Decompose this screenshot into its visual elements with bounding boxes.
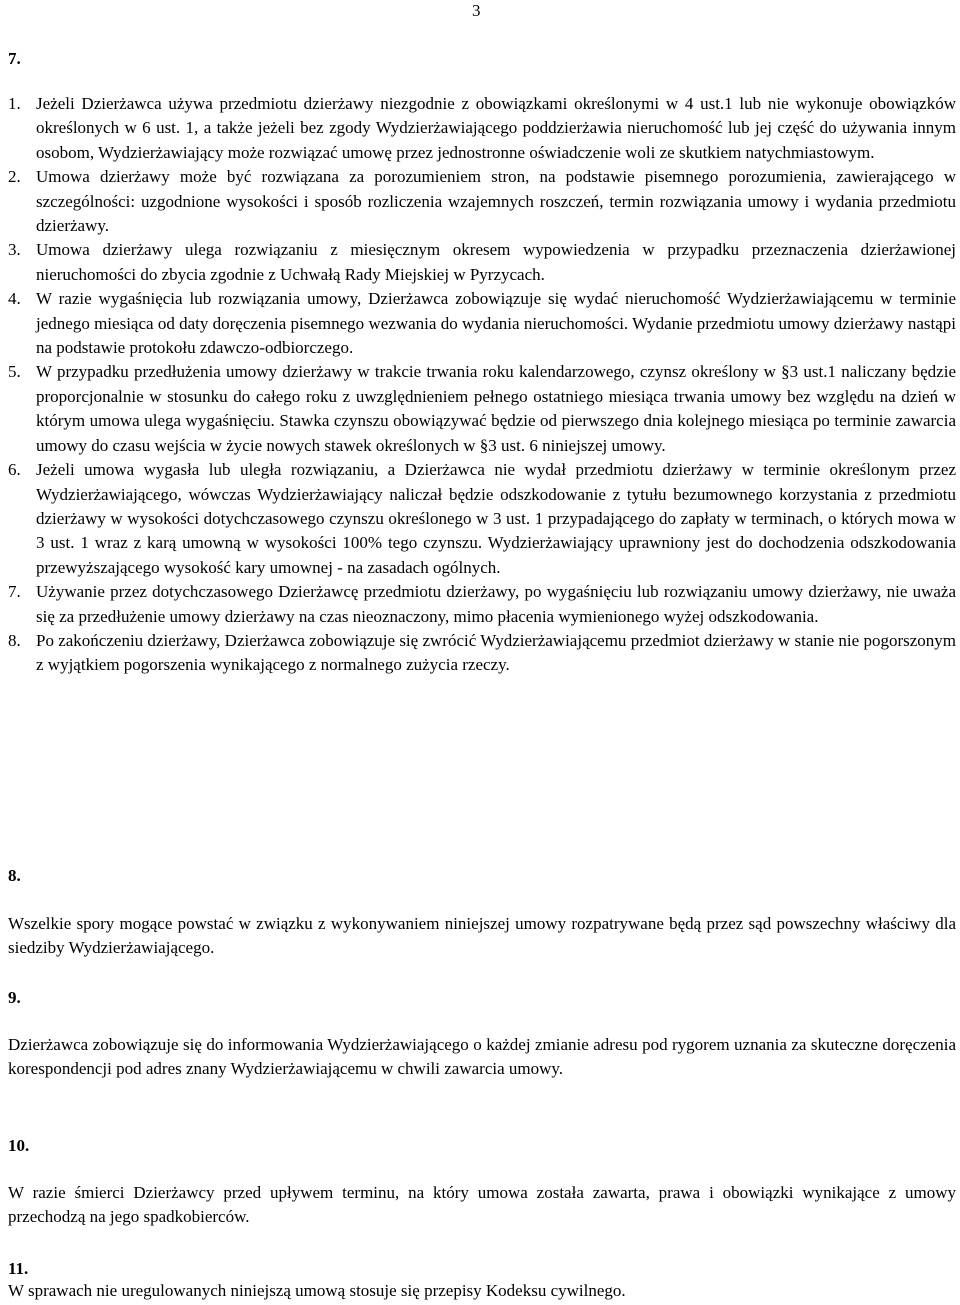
item-text: Używanie przez dotychczasowego Dzierżawcę przedmiotu dzierżawy, po wygaśnięciu lub rozwiązaniu umowy dzierżawy, nie uważa się za przedłużenie umowy dzierżawy na czas nieoznaczony, mimo płacenia wymienionego wyżej odszkodowania. xyxy=(36,582,956,626)
section-8-text: Wszelkie spory mogące powstać w związku z wykonywaniem niniejszej umowy rozpatrywane będą przez sąd powszechny właściwy dla siedziby Wydzierżawiającego. xyxy=(8,914,956,958)
section-7-heading: 7. xyxy=(8,49,21,68)
section-10-text: W razie śmierci Dzierżawcy przed upływem terminu, na który umowa została zawarta, prawa i obowiązki wynikające z umowy przechodzą na jego spadkobierców. xyxy=(8,1183,956,1227)
list-item xyxy=(8,458,956,580)
item-text: W przypadku przedłużenia umowy dzierżawy w trakcie trwania roku kalendarzowego, czynsz określony w §3 ust.1 naliczany będzie proporcjonalnie w stosunku do całego roku z uwzględnieniem pełnego ostatniego miesiąca trwania umowy bez względu na dzień w którym umowa ulega wygaśnięciu. Stawka czynszu obowiązywać będzie od pierwszego dnia kolejnego miesiąca po terminie zawarcia umowy do czasu wejścia w życie nowych stawek określonych w §3 ust. 6 niniejszej umowy. xyxy=(36,362,956,455)
item-text: Umowa dzierżawy może być rozwiązana za porozumieniem stron, na podstawie pisemnego porozumienia, zawierającego w szczególności: uzgodnione wysokości i sposób rozliczenia wzajemnych roszczeń, termin rozwiązania umowy i wydania przedmiotu dzierżawy. xyxy=(36,167,956,236)
section-7-list xyxy=(8,92,956,678)
item-text: Umowa dzierżawy ulega rozwiązaniu z miesięcznym okresem wypowiedzenia w przypadku przeznaczenia dzierżawionej nieruchomości do zbycia zgodnie z Uchwałą Rady Miejskiej w Pyrzycach. xyxy=(36,240,956,284)
list-item xyxy=(8,165,956,238)
item-number: 6. xyxy=(8,460,21,480)
page-number: 3 xyxy=(472,1,481,20)
item-number: 3. xyxy=(8,240,21,260)
item-number: 7. xyxy=(8,582,21,602)
item-text: Po zakończeniu dzierżawy, Dzierżawca zobowiązuje się zwrócić Wydzierżawiającemu przedmiot dzierżawy w stanie nie pogorszonym z wyjątkiem pogorszenia wynikającego z normalnego zużycia rzeczy. xyxy=(36,630,956,675)
list-item xyxy=(8,92,956,165)
section-11-text: W sprawach nie uregulowanych niniejszą umową stosuje się przepisy Kodeksu cywilnego. xyxy=(8,1281,626,1300)
item-number: 1. xyxy=(8,94,21,113)
item-text: Jeżeli Dzierżawca używa przedmiotu dzierżawy niezgodnie z obowiązkami określonymi w 4 ust.1 lub nie wykonuje obowiązków określonych w 6 ust. 1, a także jeżeli bez zgody Wydzierżawiającego poddzierżawia nieruchomość lub jej część do używania innym osobom, Wydzierżawiający może rozwiązać umowę przez jednostronne oświadczenie woli ze skutkiem natychmiastowym. xyxy=(36,94,956,162)
section-8-heading: 8. xyxy=(8,866,21,885)
item-number: 2. xyxy=(8,167,21,187)
section-10-heading: 10. xyxy=(8,1136,30,1155)
list-item xyxy=(8,238,956,287)
item-number: 8. xyxy=(8,630,21,650)
item-text: Jeżeli umowa wygasła lub uległa rozwiązaniu, a Dzierżawca nie wydał przedmiotu dzierżawy w terminie określonym przez Wydzierżawiającego, wówczas Wydzierżawiający naliczał będzie odszkodowanie z tytułu bezumownego korzystania z przedmiotu dzierżawy w wysokości dotychczasowego czynszu określonego w 3 ust. 1 przypadającego do zapłaty w terminach, o których mowa w 3 ust. 1 wraz z karą umowną w wysokości 100% tego czynszu. Wydzierżawiający uprawniony jest do dochodzenia odszkodowania przewyższającego wysokość kary umownej - na zasadach ogólnych. xyxy=(36,460,956,577)
list-item xyxy=(8,580,956,629)
section-11-heading: 11. xyxy=(8,1259,29,1278)
item-number: 4. xyxy=(8,289,21,309)
item-number: 5. xyxy=(8,362,21,382)
section-9-heading: 9. xyxy=(8,988,21,1007)
list-item xyxy=(8,360,956,458)
list-item xyxy=(8,287,956,360)
item-text: W razie wygaśnięcia lub rozwiązania umowy, Dzierżawca zobowiązuje się wydać nieruchomość Wydzierżawiającemu w terminie jednego miesiąca od daty doręczenia pisemnego wezwania do wydania nieruchomości. Wydanie przedmiotu umowy dzierżawy nastąpi na podstawie protokołu zdawczo-odbiorczego. xyxy=(36,289,956,358)
list-item xyxy=(8,629,956,678)
section-9-text: Dzierżawca zobowiązuje się do informowania Wydzierżawiającego o każdej zmianie adresu pod rygorem uznania za skuteczne doręczenia korespondencji pod adres znany Wydzierżawiającemu w chwili zawarcia umowy. xyxy=(8,1035,956,1079)
